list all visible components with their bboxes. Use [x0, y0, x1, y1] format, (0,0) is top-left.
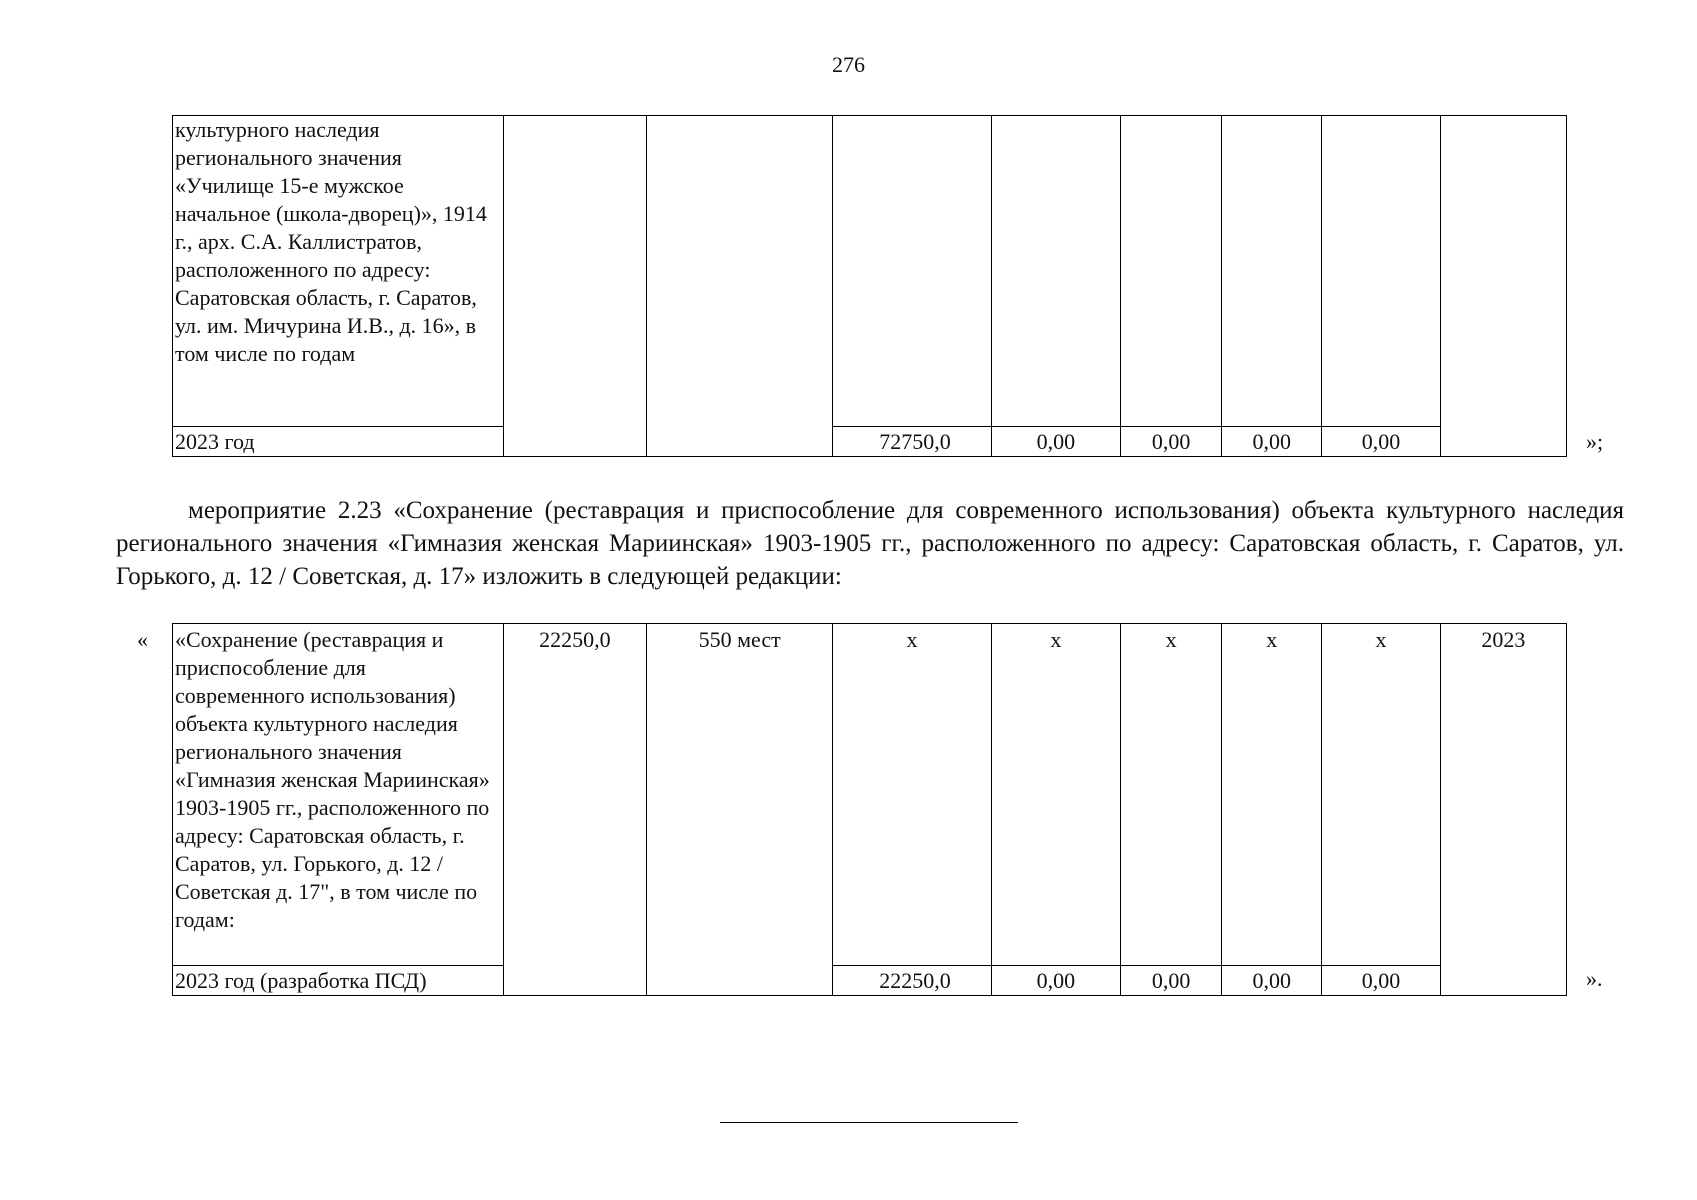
value-cell: 0,00 — [1120, 966, 1221, 996]
x-mark-cell: х — [1120, 624, 1221, 966]
value-cell: 0,00 — [1322, 966, 1440, 996]
opening-quote: « — [137, 627, 148, 652]
value-cell: 0,00 — [1322, 427, 1440, 457]
year-cell: 2023 — [1440, 624, 1566, 996]
empty-cell — [503, 116, 646, 457]
year-label: 2023 год — [173, 427, 504, 457]
empty-cell — [1120, 116, 1221, 427]
capacity-cell: 550 мест — [647, 624, 833, 996]
page-number: 276 — [832, 52, 865, 77]
activity-description: «Сохранение (реставрация и приспособление для современного использования) объекта культурного наследия регионального значения «Гимназия женская Мариинская» 1903-1905 гг., расположенного по адресу: Саратовская область, г. Саратов, ул. Горького, д. 12 / Советская д. 17", в том числе по годам: — [173, 624, 504, 966]
empty-cell — [647, 116, 833, 457]
value-cell: 0,00 — [1120, 427, 1221, 457]
value-cell: 0,00 — [1222, 427, 1322, 457]
footer-separator-line — [720, 1122, 1018, 1123]
value-total: 72750,0 — [833, 427, 991, 457]
amount-cell: 22250,0 — [503, 624, 646, 996]
value-cell: 0,00 — [991, 966, 1120, 996]
value-total: 22250,0 — [833, 966, 991, 996]
table-continuation — [172, 115, 1567, 457]
table-new-wording — [172, 623, 1567, 996]
table-row-year — [173, 427, 1567, 457]
empty-cell — [1322, 116, 1440, 427]
closing-quote: »; — [1586, 429, 1604, 454]
x-mark-cell: х — [1322, 624, 1440, 966]
closing-quote: ». — [1586, 966, 1603, 991]
value-cell: 0,00 — [991, 427, 1120, 457]
x-mark-cell: х — [991, 624, 1120, 966]
empty-cell — [1222, 116, 1322, 427]
empty-cell — [1440, 116, 1566, 457]
amendment-paragraph: мероприятие 2.23 «Сохранение (реставрация и приспособление для современного использования) объекта культурного наследия регионального значения «Гимназия женская Мариинская» 1903-1905 гг., расположенного по адресу: Саратовская область, г. Саратов, ул. Горького, д. 12 / Советская, д. 17» изложить в следующей редакции: — [116, 497, 1624, 590]
year-label: 2023 год (разработка ПСД) — [173, 966, 504, 996]
value-cell: 0,00 — [1222, 966, 1322, 996]
x-mark-cell: х — [833, 624, 991, 966]
table-row — [173, 624, 1567, 966]
table-row — [173, 116, 1567, 427]
activity-description: культурного наследия регионального значения «Училище 15-е мужское начальное (школа-дворец)», 1914 г., арх. С.А. Каллистратов, расположенного по адресу: Саратовская область, г. Саратов, ул. им. Мичурина И.В., д. 16», в том числе по годам — [173, 116, 504, 427]
x-mark-cell: х — [1222, 624, 1322, 966]
table-row-year — [173, 966, 1567, 996]
empty-cell — [833, 116, 991, 427]
empty-cell — [991, 116, 1120, 427]
